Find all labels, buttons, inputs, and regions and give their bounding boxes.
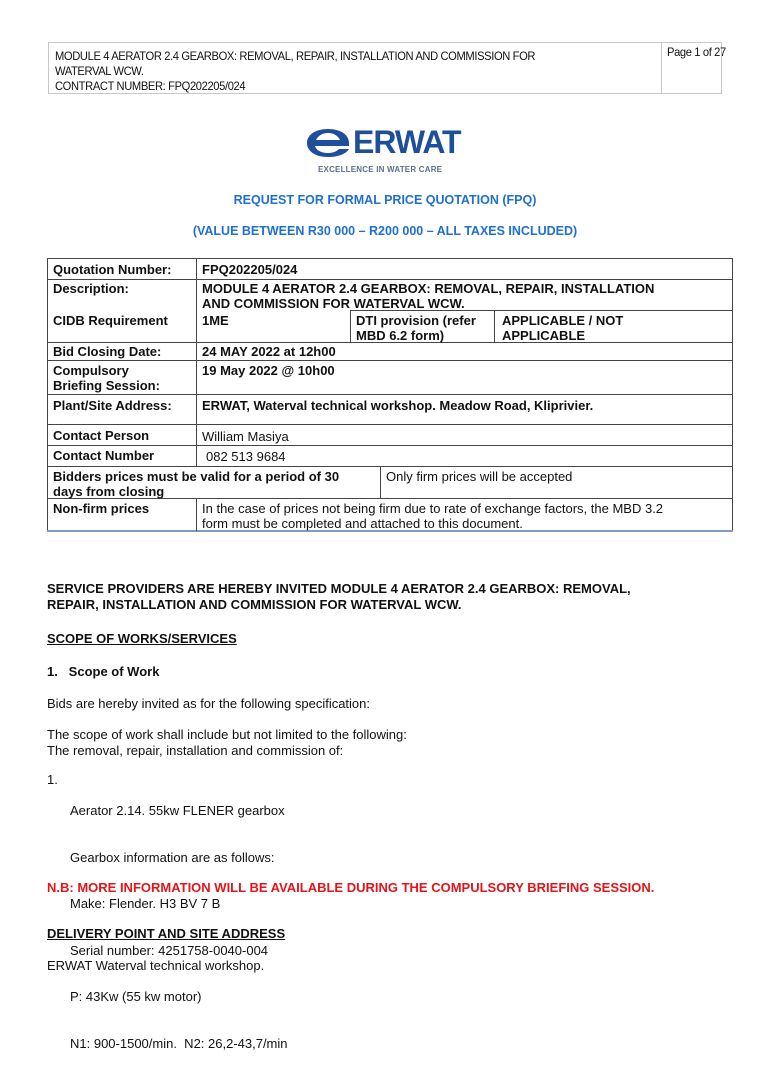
price-validity-value: Only firm prices will be accepted [386,469,573,484]
price-validity-label [48,467,344,501]
scope-heading: SCOPE OF WORKS/SERVICES [47,631,237,646]
dti-provision [351,311,481,345]
page-header [48,42,726,94]
price-validity-line: days from closing [53,484,165,499]
site-address-label: Plant/Site Address: [53,398,172,413]
gearbox-detail-line: N1: 900-1500/min. N2: 26,2-43,7/min [70,1035,288,1051]
contact-person-value: William Masiya [202,429,289,444]
dti-provision-line: DTI provision (refer [356,313,476,328]
invitation-paragraph [47,581,631,612]
briefing-label-line: Briefing Session: [53,378,160,393]
non-firm-prices-value [197,499,668,533]
gearbox-detail-line: Gearbox information are as follows: [70,849,275,865]
logo-wordmark: ERWAT [353,124,461,160]
briefing-label-line: Compulsory [53,363,129,378]
dti-provision-line: MBD 6.2 form) [356,328,445,343]
quotation-number-label: Quotation Number: [53,262,172,277]
briefing-session-label [48,361,165,395]
contact-number-label: Contact Number [53,448,155,463]
erwat-logo [306,124,466,176]
erwat-e-logo-icon [306,128,350,158]
header-title [55,49,539,94]
logo-tagline: EXCELLENCE IN WATER CARE [318,165,443,174]
site-address-value: ERWAT, Waterval technical workshop. Meadow Road, Kliprivier. [202,398,594,413]
gearbox-details [70,772,288,1067]
header-divider [661,43,662,93]
applicable-line: APPLICABLE / NOT [502,313,624,328]
gearbox-list-number: 1. [47,772,58,787]
header-title-line: WATERVAL WCW. [55,64,144,78]
contact-number-value: 082 513 9684 [206,449,286,464]
delivery-address: ERWAT Waterval technical workshop. [47,958,265,973]
applicable-line: APPLICABLE [502,328,586,343]
row-divider [47,424,733,425]
gearbox-detail-line: Make: Flender. H3 BV 7 B [70,896,221,911]
gearbox-detail-line: P: 43Kw (55 kw motor) [70,989,202,1004]
table-border [47,258,733,259]
non-firm-line: form must be completed and attached to this document. [202,516,523,531]
invitation-line: REPAIR, INSTALLATION AND COMMISSION FOR WATERVAL WCW. [47,596,462,612]
price-validity-line: Bidders prices must be valid for a period of 30 [53,469,340,484]
contact-person-label: Contact Person [53,428,150,443]
bid-closing-value: 24 MAY 2022 at 12h00 [202,344,336,359]
scope-of-work-item: 1. Scope of Work [47,664,160,679]
nb-notice: N.B: MORE INFORMATION WILL BE AVAILABLE DURING THE COMPULSORY BRIEFING SESSION. [47,880,655,895]
gearbox-detail-line: Aerator 2.14. 55kw FLENER gearbox [70,803,285,818]
cidb-value: 1ME [202,313,229,328]
header-title-line: MODULE 4 AERATOR 2.4 GEARBOX: REMOVAL, REPAIR, INSTALLATION AND COMMISSION FOR [55,49,536,63]
delivery-heading: DELIVERY POINT AND SITE ADDRESS [47,926,286,941]
bids-invited-text: Bids are hereby invited as for the following specification: [47,696,371,711]
scope-description [47,727,407,758]
page-number: Page 1 of 27 [667,45,726,59]
description-label: Description: [53,281,129,296]
bid-closing-label: Bid Closing Date: [53,344,162,359]
non-firm-line: In the case of prices not being firm due to rate of exchange factors, the MBD 3.2 [202,501,664,516]
gearbox-detail-line: Serial number: 4251758-0040-004 [70,942,269,958]
description-line: MODULE 4 AERATOR 2.4 GEARBOX: REMOVAL, REPAIR, INSTALLATION [202,281,655,296]
request-heading: REQUEST FOR FORMAL PRICE QUOTATION (FPQ) [233,193,537,207]
scope-line: The scope of work shall include but not limited to the following: [47,727,407,742]
scope-line: The removal, repair, installation and commission of: [47,742,344,758]
header-contract-number: CONTRACT NUMBER: FPQ202205/024 [55,79,246,93]
applicable-status [497,311,628,345]
briefing-session-value: 19 May 2022 @ 10h00 [202,363,335,378]
cidb-label: CIDB Requirement [53,313,168,328]
quotation-number-value: FPQ202205/024 [202,262,298,277]
description-line: AND COMMISSION FOR WATERVAL WCW. [202,296,465,311]
value-range-heading: (VALUE BETWEEN R30 000 – R200 000 – ALL TAXES INCLUDED) [192,224,578,238]
invitation-line: SERVICE PROVIDERS ARE HEREBY INVITED MODULE 4 AERATOR 2.4 GEARBOX: REMOVAL, [47,581,631,596]
column-divider [494,310,495,342]
description-value [197,279,659,313]
non-firm-prices-label: Non-firm prices [53,501,150,516]
